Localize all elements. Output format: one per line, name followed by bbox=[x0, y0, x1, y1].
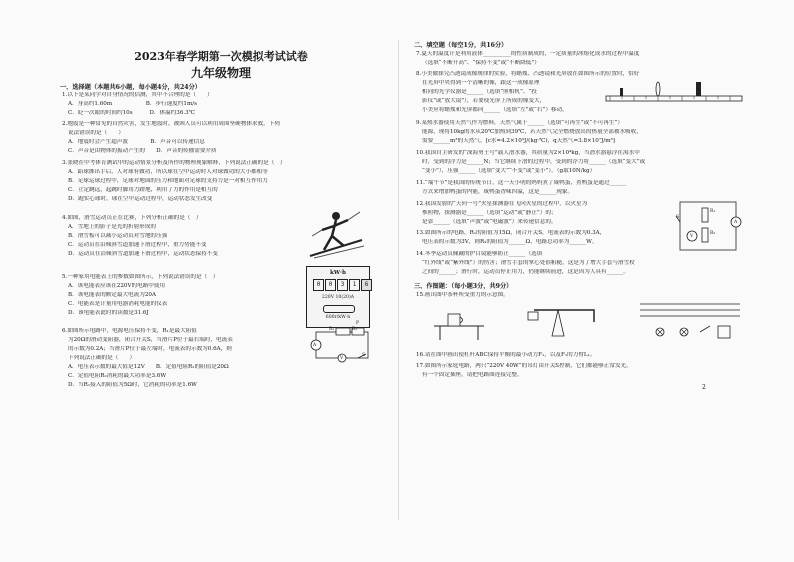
household-circuit-figure bbox=[640, 300, 740, 342]
meter-rate: 600r/kW·h bbox=[325, 315, 351, 320]
q8-line-3: 相同的光学仪器是______（选填“照相机”、“投 bbox=[422, 89, 537, 95]
circuit-label-r2: R₂ bbox=[329, 327, 335, 332]
q1-line-2: A．身高约1.60m B．步行速度约1m/s bbox=[68, 101, 198, 107]
right-column bbox=[414, 0, 744, 562]
meter-digit: 1 bbox=[349, 279, 360, 291]
section-1-heading: 一、选择题（本题共6小题，每小题4分，共24分） bbox=[60, 84, 201, 91]
circuit-label-a: A bbox=[313, 343, 317, 348]
q1-line-3: C．眨一次眼的时间约10s D．体温约36.3℃ bbox=[68, 110, 195, 116]
q9-line-2: 能源，现将10kg的水从20℃加热到39℃，若天然气完全燃烧放出的热量全部被水吸收， bbox=[422, 129, 642, 135]
q2-line-2: 说法错误的是（ ） bbox=[68, 130, 124, 136]
circuit-label-p: P bbox=[356, 321, 360, 326]
q15-line-1: 15.画出图中茶杯所受重力的示意图。 bbox=[416, 292, 509, 298]
cup-on-table-figure bbox=[434, 302, 484, 340]
q4-line-1: 4.如图，滑雪运动员正在比赛，下列分析正确的是（ ） bbox=[62, 215, 202, 221]
meter-unit: kW·h bbox=[330, 270, 346, 276]
q6-line-4: 下列说法正确的是（ ） bbox=[68, 355, 136, 361]
q7-line-2: （选填“不断升高”、“保持不变”或“不断降低”） bbox=[422, 60, 540, 66]
skier-figure bbox=[304, 206, 368, 262]
circuit-label-s: S bbox=[362, 353, 366, 358]
right-circuit-label-v: V bbox=[690, 234, 694, 239]
q2-line-1: 2.地震是一种常见的自然灾害，发生地震时，被困人员可以利用周围坚硬物体求救，下列 bbox=[62, 121, 280, 127]
q13-circuit-figure bbox=[672, 198, 744, 256]
circuit-label-v: V bbox=[340, 356, 344, 361]
q13-line-1: 13.如图所示的电路，R₁的阻值为15Ω，闭合开关S，电流表的示数为0.3A， bbox=[416, 230, 606, 236]
q17-line-2: 有一个固定插座，请把电路图连接完整。 bbox=[422, 372, 523, 378]
q8-line-4: 影仪”或“放大镜”），若要使光屏上所成的像变大， bbox=[422, 98, 546, 104]
q1-line-1: 1.以下是某同学对自身情况的估测，其中不合理的是（ ） bbox=[62, 92, 213, 98]
q5-line-1: 5.一种家用电能表上的参数如图所示，下列说法错误的是（ ） bbox=[62, 274, 219, 280]
section-3-heading: 三、作图题：（每小题3分，共9分） bbox=[414, 283, 513, 290]
q5-line-5: D．该电能表此时的读数是31.6J bbox=[68, 310, 149, 316]
q9-line-3: 需要______m³的天然气。[c水=4.2×10³J/(kg·℃)，q天然气=3.8×10⁷J/m³] bbox=[422, 138, 615, 144]
q10-line-3: “变小”），压强______（选填“变大”“不变”或“变小”）。（g取10N/kg） bbox=[422, 168, 596, 174]
q3-line-3: B．足球运球过程中，足球对地面的压力和地面对足球的支持力是一对相互作用力 bbox=[68, 178, 268, 184]
q5-line-4: C．电能表是计量用电器消耗电能的仪表 bbox=[68, 301, 168, 307]
q2-line-4: C．声音是由物体的振动产生的 D．声音的传播需要介质 bbox=[68, 148, 217, 154]
meter-digit: 0 bbox=[325, 279, 336, 291]
q5-line-2: A．该电能表应该在220V的电路中使用 bbox=[68, 283, 166, 289]
q3-line-1: 3.张晓在中考体育测试中的运动情景分析及所作的物理现象解释，下列说法正确的是（ ） bbox=[62, 160, 286, 166]
q6-line-6: C．定值电阻R₂消耗的最大功率是3.6W bbox=[68, 373, 167, 379]
q12-line-3: 是靠______（选填“声波”或“电磁波”）来传递信息的。 bbox=[422, 219, 557, 225]
q14-line-1: 14.冬季运动员佩戴的护目镜能够防止______（选填 bbox=[416, 251, 543, 257]
q16-line-1: 16.请在图中画出使杠杆ABC保持平衡的最小动力F₁，以及F₁的力臂L₁。 bbox=[416, 352, 596, 358]
meter-dial bbox=[323, 305, 355, 313]
meter-digit-box bbox=[313, 279, 372, 291]
q14-line-2: “红外线”或“紫外线”）的伤害；滑雪手套的掌心处很粗糙，这是为了增大手套与滑雪杖 bbox=[422, 260, 635, 266]
q4-line-2: A．雪地上的影子是光的折射形成的 bbox=[68, 224, 156, 230]
right-circuit-label-s: S bbox=[676, 215, 680, 220]
q6-line-5: A．电压表示数的最大值是12V B．定值电阻R₂的阻值是20Ω bbox=[68, 364, 229, 370]
meter-rating: 220V 10(20)A bbox=[321, 295, 355, 300]
q4-line-5: D．运动员在沿倾斜雪道加速下滑过程中，运动状态保持不变 bbox=[68, 251, 218, 257]
page-number: 2 bbox=[702, 384, 706, 391]
q6-line-1: 6.如图所示电路中，电源电压保持不变，R₁是最大阻值 bbox=[62, 328, 197, 334]
q6-line-3: 的示数为0.2A；当滑片P位于最左端时，电流表的示数为0.6A，则 bbox=[68, 346, 232, 352]
right-circuit-label-a: A bbox=[734, 220, 738, 225]
q17-line-1: 17.如图所示家庭电路，两只“220V 40W”的吊灯由开关S控制，它们都能够正常发光， bbox=[416, 363, 632, 369]
q5-line-3: B．该电能表的额定最大电流为20A bbox=[68, 292, 156, 298]
lever-figure bbox=[524, 302, 604, 340]
q4-line-3: B．滑雪板可以减小运动员对雪地的压强 bbox=[68, 233, 168, 239]
q12-line-1: 12.我国发射的“天问一号”火星探测器在飞向火星的过程中，以火星为 bbox=[416, 201, 588, 207]
q3-line-2: A．鉛球掷出手后，人对球有做功，所以球在空中运动时人对球做功的大小都相等 bbox=[68, 169, 268, 175]
section-2-heading: 二、填空题（每空1分，共16分） bbox=[414, 42, 508, 49]
circuit-label-r1: R₁ bbox=[352, 327, 358, 332]
q10-line-1: 10.我国自主研发的“深海勇士号”载人潜水器，其质量为2×10⁴kg，当潜水器悬浮在海水中 bbox=[416, 150, 640, 156]
right-circuit-label-r2: R₂ bbox=[710, 231, 716, 236]
meter-digit-decimal: 6 bbox=[361, 279, 372, 291]
right-circuit-label-r1: R₁ bbox=[710, 209, 716, 214]
q12-line-2: 参照物，探测器是______（选填“运动”或“静止”）的； bbox=[422, 210, 557, 216]
q3-line-5: D．跑实心球时，球在空中运动过程中，运动状态发生改变 bbox=[68, 196, 213, 202]
meter-digit: 3 bbox=[337, 279, 348, 291]
q3-line-4: C．立定跳远，起跳时脚用力蹬地，利用了力的作用是相互的 bbox=[68, 187, 218, 193]
q11-line-2: 方式来增加鸭蛋的内能，咸鸭蛋香味四溢，这是______现象。 bbox=[422, 189, 574, 195]
q11-line-1: 11.“端午节”是我国的传统节日，这一天小明的妈妈煮了咸鸭蛋，煮鸭蛋是通过______ bbox=[416, 180, 627, 186]
q6-line-7: D．当R₁接入的阻值为5Ω时，它消耗的功率是1.6W bbox=[68, 382, 197, 388]
q8-line-1: 8.小美做探究凸透镜成像规律的实验，将蜡烛、凸透镜和光屏放在如图所示的位置时，恰好 bbox=[416, 71, 640, 77]
exam-subtitle: 九年级物理 bbox=[190, 66, 251, 80]
optical-bench-figure bbox=[606, 80, 744, 106]
q10-line-2: 时，受到的浮力是______N；当它继续下潜的过程中，受到的浮力将______（选填“变大”或 bbox=[422, 159, 646, 165]
q9-line-1: 9.某热水器使用天然气作为燃料，天然气属于______（选填“可再生”或“不可再生”） bbox=[416, 120, 623, 126]
q8-line-2: 在光屏中央得到一个清晰的像，跟这一成像原理 bbox=[422, 80, 540, 86]
left-column bbox=[60, 0, 382, 562]
q13-line-2: 电压表的示数为3V，则R₂的阻值为______Ω，电路总功率为______W。 bbox=[422, 239, 598, 245]
q2-line-3: A．地震时会产生超声波 B．声音可以传递信息 bbox=[68, 139, 205, 145]
q14-line-3: 之间的______；滑行时，运动员停止用力，仍能继续前进，这是因为人具有______。 bbox=[422, 269, 629, 275]
q4-line-4: C．运动员在沿倾斜雪道加速下滑过程中，重力势能不变 bbox=[68, 242, 207, 248]
column-divider bbox=[398, 40, 399, 520]
energy-meter-figure bbox=[306, 266, 370, 328]
meter-digit: 0 bbox=[313, 279, 324, 291]
q7-line-1: 7.夏天的温度计是利用液体__________的性质制成的，一定质量的冰熔化成水的过程中温度 bbox=[416, 51, 640, 57]
exam-title: 2023年春学期第一次模拟考试试卷 bbox=[134, 50, 308, 63]
q8-line-5: 小美应将蜡烛和光屏都向______（选填“左”或“右”）移动。 bbox=[422, 107, 568, 113]
q6-line-2: 为20Ω的滑动变阻器，闭合开关S，当滑片P位于最右端时，电流表 bbox=[68, 337, 233, 343]
